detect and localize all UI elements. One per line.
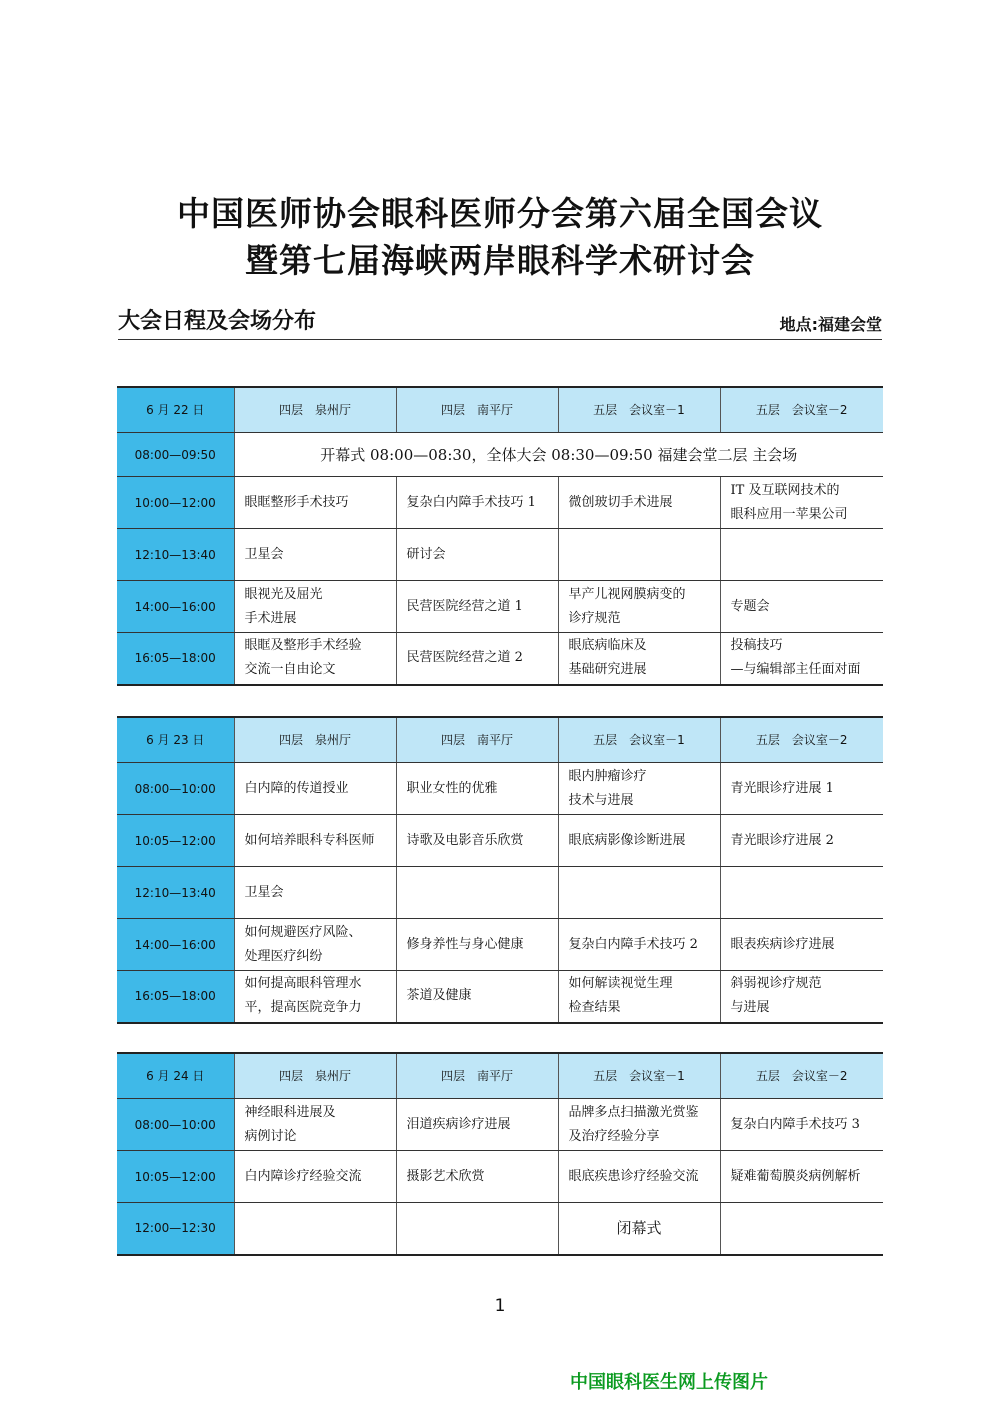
venue-header: 四层 南平厅 [396,717,558,763]
date-cell: 6 月 22 日 [117,387,234,433]
venue-header: 五层 会议室－1 [558,1053,720,1099]
venue-header: 四层 泉州厅 [234,717,396,763]
location-label: 地点:福建会堂 [779,315,882,334]
session-cell: 卫星会 [234,867,396,919]
session-cell: 早产儿视网膜病变的 诊疗规范 [558,581,720,633]
venue-header: 四层 南平厅 [396,1053,558,1099]
session-cell: IT 及互联网技术的 眼科应用一苹果公司 [720,477,883,529]
schedule-table-day-1 [117,386,883,686]
table-row [117,763,883,815]
session-cell: 如何解读视觉生理 检查结果 [558,971,720,1023]
time-cell: 08:00—09:50 [117,433,234,477]
session-cell: 修身养性与身心健康 [396,919,558,971]
session-cell: 品牌多点扫描激光赏鉴 及治疗经验分享 [558,1099,720,1151]
time-cell: 10:05—12:00 [117,815,234,867]
table-header-row [117,717,883,763]
session-cell: 泪道疾病诊疗进展 [396,1099,558,1151]
time-cell: 12:00—12:30 [117,1203,234,1255]
time-cell: 16:05—18:00 [117,633,234,685]
date-cell: 6 月 23 日 [117,717,234,763]
table-row [117,529,883,581]
venue-header: 五层 会议室－1 [558,387,720,433]
document-title-line-2: 暨第七届海峡两岸眼科学术研讨会 [245,241,755,280]
section-heading-bar [118,307,882,340]
session-cell: 复杂白内障手术技巧 3 [720,1099,883,1151]
section-heading: 大会日程及会场分布 [118,309,317,334]
venue-header: 四层 泉州厅 [234,1053,396,1099]
session-cell: 神经眼科进展及 病例讨论 [234,1099,396,1151]
session-cell: 眼内肿瘤诊疗 技术与进展 [558,763,720,815]
time-cell: 12:10—13:40 [117,529,234,581]
document-title-line-1: 中国医师协会眼科医师分会第六届全国会议 [177,194,823,233]
session-cell: 眼眶及整形手术经验 交流一自由论文 [234,633,396,685]
session-cell: 复杂白内障手术技巧 2 [558,919,720,971]
venue-header: 五层 会议室－2 [720,1053,883,1099]
session-cell: 微创玻切手术进展 [558,477,720,529]
session-cell: 卫星会 [234,529,396,581]
session-cell [720,1203,883,1255]
session-cell: 青光眼诊疗进展 2 [720,815,883,867]
session-cell: 职业女性的优雅 [396,763,558,815]
watermark-text: 中国眼科医生网上传图片 [570,1372,768,1393]
table-row [117,633,883,685]
table-row [117,433,883,477]
opening-ceremony-cell: 开幕式 08:00—08:30，全体大会 08:30—09:50 福建会堂二层 主会场 [234,433,883,477]
table-row [117,477,883,529]
time-cell: 10:00—12:00 [117,477,234,529]
table-row [117,1203,883,1255]
schedule-table-day-2 [117,716,883,1024]
session-cell [396,867,558,919]
session-cell: 投稿技巧 —与编辑部主任面对面 [720,633,883,685]
schedule-table-day-3 [117,1052,883,1256]
session-cell: 民营医院经营之道 1 [396,581,558,633]
page-number: 1 [494,1296,506,1316]
session-cell: 研讨会 [396,529,558,581]
time-cell: 10:05—12:00 [117,1151,234,1203]
session-cell [558,529,720,581]
session-cell: 白内障的传道授业 [234,763,396,815]
session-cell [396,1203,558,1255]
session-cell [720,867,883,919]
date-cell: 6 月 24 日 [117,1053,234,1099]
table-row [117,1151,883,1203]
session-cell: 疑难葡萄膜炎病例解析 [720,1151,883,1203]
table-row [117,971,883,1023]
closing-ceremony-cell: 闭幕式 [558,1203,720,1255]
session-cell: 眼眶整形手术技巧 [234,477,396,529]
time-cell: 08:00—10:00 [117,763,234,815]
session-cell: 眼表疾病诊疗进展 [720,919,883,971]
session-cell: 如何培养眼科专科医师 [234,815,396,867]
session-cell: 摄影艺术欣赏 [396,1151,558,1203]
venue-header: 五层 会议室－2 [720,387,883,433]
session-cell: 眼底病临床及 基础研究进展 [558,633,720,685]
session-cell: 诗歌及电影音乐欣赏 [396,815,558,867]
table-row [117,581,883,633]
table-row [117,815,883,867]
session-cell: 白内障诊疗经验交流 [234,1151,396,1203]
session-cell [720,529,883,581]
table-header-row [117,1053,883,1099]
session-cell: 茶道及健康 [396,971,558,1023]
time-cell: 14:00—16:00 [117,919,234,971]
session-cell: 复杂白内障手术技巧 1 [396,477,558,529]
time-cell: 12:10—13:40 [117,867,234,919]
session-cell: 青光眼诊疗进展 1 [720,763,883,815]
session-cell: 斜弱视诊疗规范 与进展 [720,971,883,1023]
session-cell: 眼底疾患诊疗经验交流 [558,1151,720,1203]
session-cell: 眼底病影像诊断进展 [558,815,720,867]
table-row [117,1099,883,1151]
time-cell: 16:05—18:00 [117,971,234,1023]
time-cell: 08:00—10:00 [117,1099,234,1151]
session-cell: 专题会 [720,581,883,633]
session-cell [234,1203,396,1255]
session-cell: 民营医院经营之道 2 [396,633,558,685]
venue-header: 五层 会议室－2 [720,717,883,763]
time-cell: 14:00—16:00 [117,581,234,633]
table-header-row [117,387,883,433]
session-cell: 眼视光及屈光 手术进展 [234,581,396,633]
table-row [117,919,883,971]
session-cell [558,867,720,919]
session-cell: 如何规避医疗风险、 处理医疗纠纷 [234,919,396,971]
venue-header: 四层 泉州厅 [234,387,396,433]
table-row [117,867,883,919]
venue-header: 五层 会议室－1 [558,717,720,763]
venue-header: 四层 南平厅 [396,387,558,433]
session-cell: 如何提高眼科管理水 平，提高医院竞争力 [234,971,396,1023]
